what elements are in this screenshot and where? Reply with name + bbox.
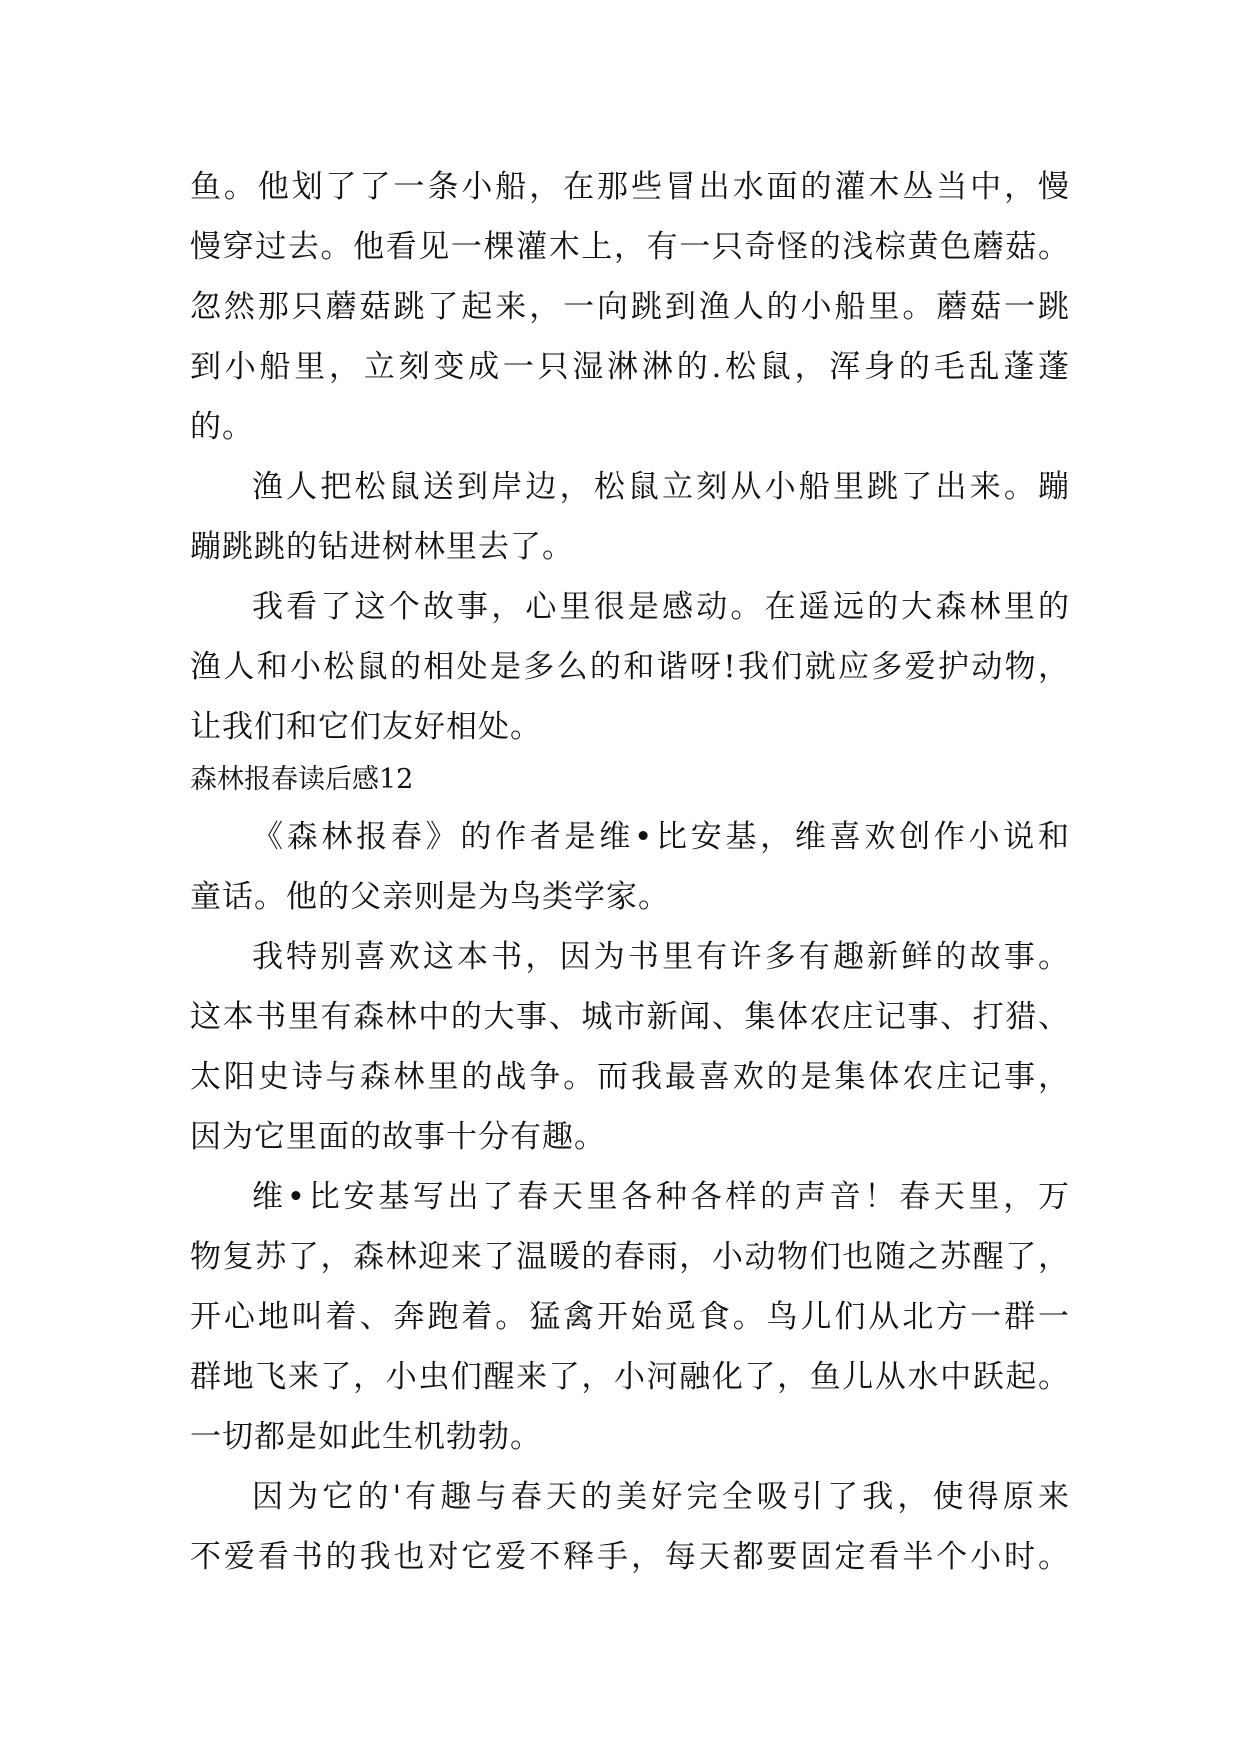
paragraph-first-line: 我特别喜欢这本书，因为书里有许多有趣新鲜的故事。 xyxy=(252,939,1070,975)
text-line: 开心地叫着、奔跑着。猛禽开始觅食。鸟儿们从北方一群一 xyxy=(190,1299,1070,1335)
text-line: 童话。他的父亲则是为鸟类学家。 xyxy=(190,879,670,915)
text-line: 鱼。他划了了一条小船，在那些冒出水面的灌木丛当中，慢 xyxy=(190,169,1070,205)
text-line: 群地飞来了，小虫们醒来了，小河融化了，鱼儿从水中跃起。 xyxy=(190,1359,1070,1395)
paragraph-first-line: 渔人把松鼠送到岸边，松鼠立刻从小船里跳了出来。蹦 xyxy=(252,469,1070,505)
paragraph-first-line: 我看了这个故事，心里很是感动。在遥远的大森林里的 xyxy=(252,589,1070,625)
text-line: 慢穿过去。他看见一棵灌木上，有一只奇怪的浅棕黄色蘑菇。 xyxy=(190,229,1070,265)
text-line: 不爱看书的我也对它爱不释手，每天都要固定看半个小时。 xyxy=(190,1539,1070,1575)
paragraph-first-line: 维•比安基写出了春天里各种各样的声音！春天里，万 xyxy=(252,1179,1070,1215)
text-line: 这本书里有森林中的大事、城市新闻、集体农庄记事、打猎、 xyxy=(190,999,1070,1035)
text-line: 太阳史诗与森林里的战争。而我最喜欢的是集体农庄记事， xyxy=(190,1059,1070,1095)
text-line: 物复苏了，森林迎来了温暖的春雨，小动物们也随之苏醒了， xyxy=(190,1239,1070,1275)
paragraph-first-line: 《森林报春》的作者是维•比安基，维喜欢创作小说和 xyxy=(252,819,1070,855)
text-line: 让我们和它们友好相处。 xyxy=(190,709,542,745)
text-line: 到小船里，立刻变成一只湿淋淋的.松鼠，浑身的毛乱蓬蓬 xyxy=(190,349,1070,385)
text-line: 渔人和小松鼠的相处是多么的和谐呀!我们就应多爱护动物， xyxy=(190,649,1070,685)
text-line: 蹦跳跳的钻进树林里去了。 xyxy=(190,529,574,565)
text-line: 一切都是如此生机勃勃。 xyxy=(190,1419,542,1455)
text-line: 的。 xyxy=(190,409,254,445)
text-line: 忽然那只蘑菇跳了起来，一向跳到渔人的小船里。蘑菇一跳 xyxy=(190,289,1070,325)
section-heading: 森林报春读后感12 xyxy=(190,764,414,795)
paragraph-first-line: 因为它的'有趣与春天的美好完全吸引了我，使得原来 xyxy=(252,1479,1070,1515)
text-line: 因为它里面的故事十分有趣。 xyxy=(190,1119,606,1155)
